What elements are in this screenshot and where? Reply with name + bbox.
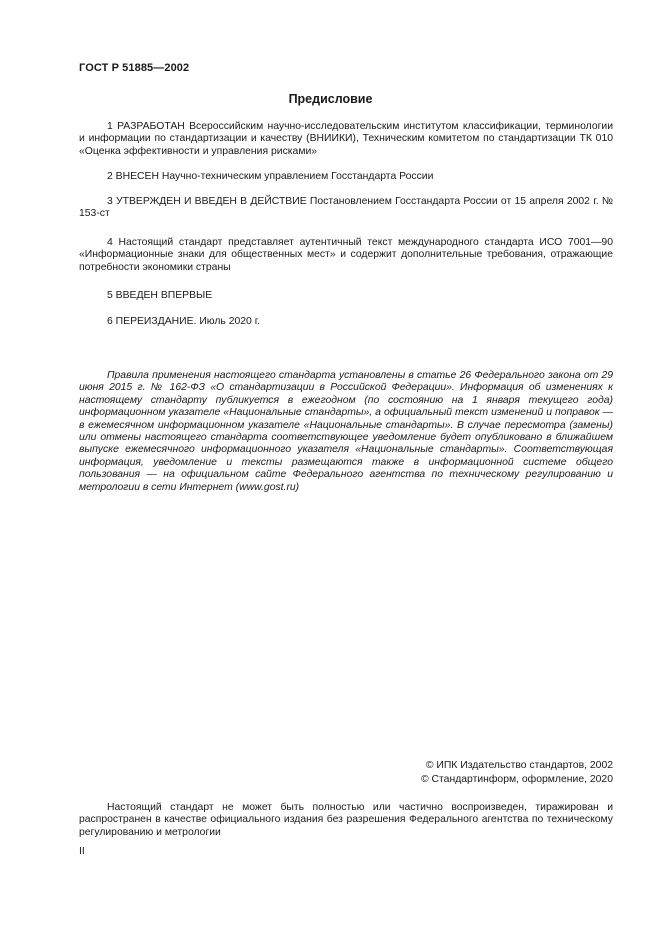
document-id-header: ГОСТ Р 51885—2002 bbox=[79, 62, 190, 74]
section-title: Предисловие bbox=[288, 92, 373, 106]
foreword-item-3: 3 УТВЕРЖДЕН И ВВЕДЕН В ДЕЙСТВИЕ Постановлением Госстандарта России от 15 апреля 2002 г. № 153-ст bbox=[79, 196, 613, 220]
copyright-line-design: © Стандартинформ, оформление, 2020 bbox=[420, 774, 613, 785]
copyright-line-publisher: © ИПК Издательство стандартов, 2002 bbox=[425, 760, 613, 771]
foreword-item-6: 6 ПЕРЕИЗДАНИЕ. Июль 2020 г. bbox=[107, 316, 261, 327]
copyright-block bbox=[421, 759, 613, 787]
foreword-item-4: 4 Настоящий стандарт представляет аутентичный текст международного стандарта ИСО 7001—90 «Информационные знаки для общественных мест» и содержит дополнительные требования, отражающие потребности экономики страны bbox=[79, 237, 613, 273]
application-rules-notice: Правила применения настоящего стандарта установлены в статье 26 Федерального закона от 29 июня 2015 г. № 162-ФЗ «О стандартизации в Российской Федерации». Информация об изменениях к настоящему стандарту публикуется в ежегодном (по состоянию на 1 января текущего года) информационном указателе «Национальные стандарты», а официальный текст изменений и поправок — в ежемесячном информационном указателе «Национальные стандарты». В случае пересмотра (замены) или отмены настоящего стандарта соответствующее уведомление будет опубликовано в ближайшем выпуске ежемесячного информационного указателя «Национальные стандарты». Соответствующая информация, уведомление и тексты размещаются также в информационной системе общего пользования — на официальном сайте Федерального агентства по техническому регулированию и метрологии в сети Интернет (www.gost.ru) bbox=[79, 370, 613, 493]
foreword-item-1: 1 РАЗРАБОТАН Всероссийским научно-исследовательским институтом классификации, терминологии и информации по стандартизации и качеству (ВНИИКИ), Техническим комитетом по стандартизации ТК 010 «Оценка эффективности и управления рисками» bbox=[79, 121, 613, 157]
foreword-item-2: 2 ВНЕСЕН Научно-техническим управлением Госстандарта России bbox=[107, 171, 434, 182]
foreword-item-5: 5 ВВЕДЕН ВПЕРВЫЕ bbox=[107, 290, 213, 301]
page-number: II bbox=[79, 846, 85, 857]
reproduction-notice: Настоящий стандарт не может быть полностью или частично воспроизведен, тиражирован и распространен в качестве официального издания без разрешения Федерального агентства по техническому регулированию и метрологии bbox=[79, 802, 613, 838]
